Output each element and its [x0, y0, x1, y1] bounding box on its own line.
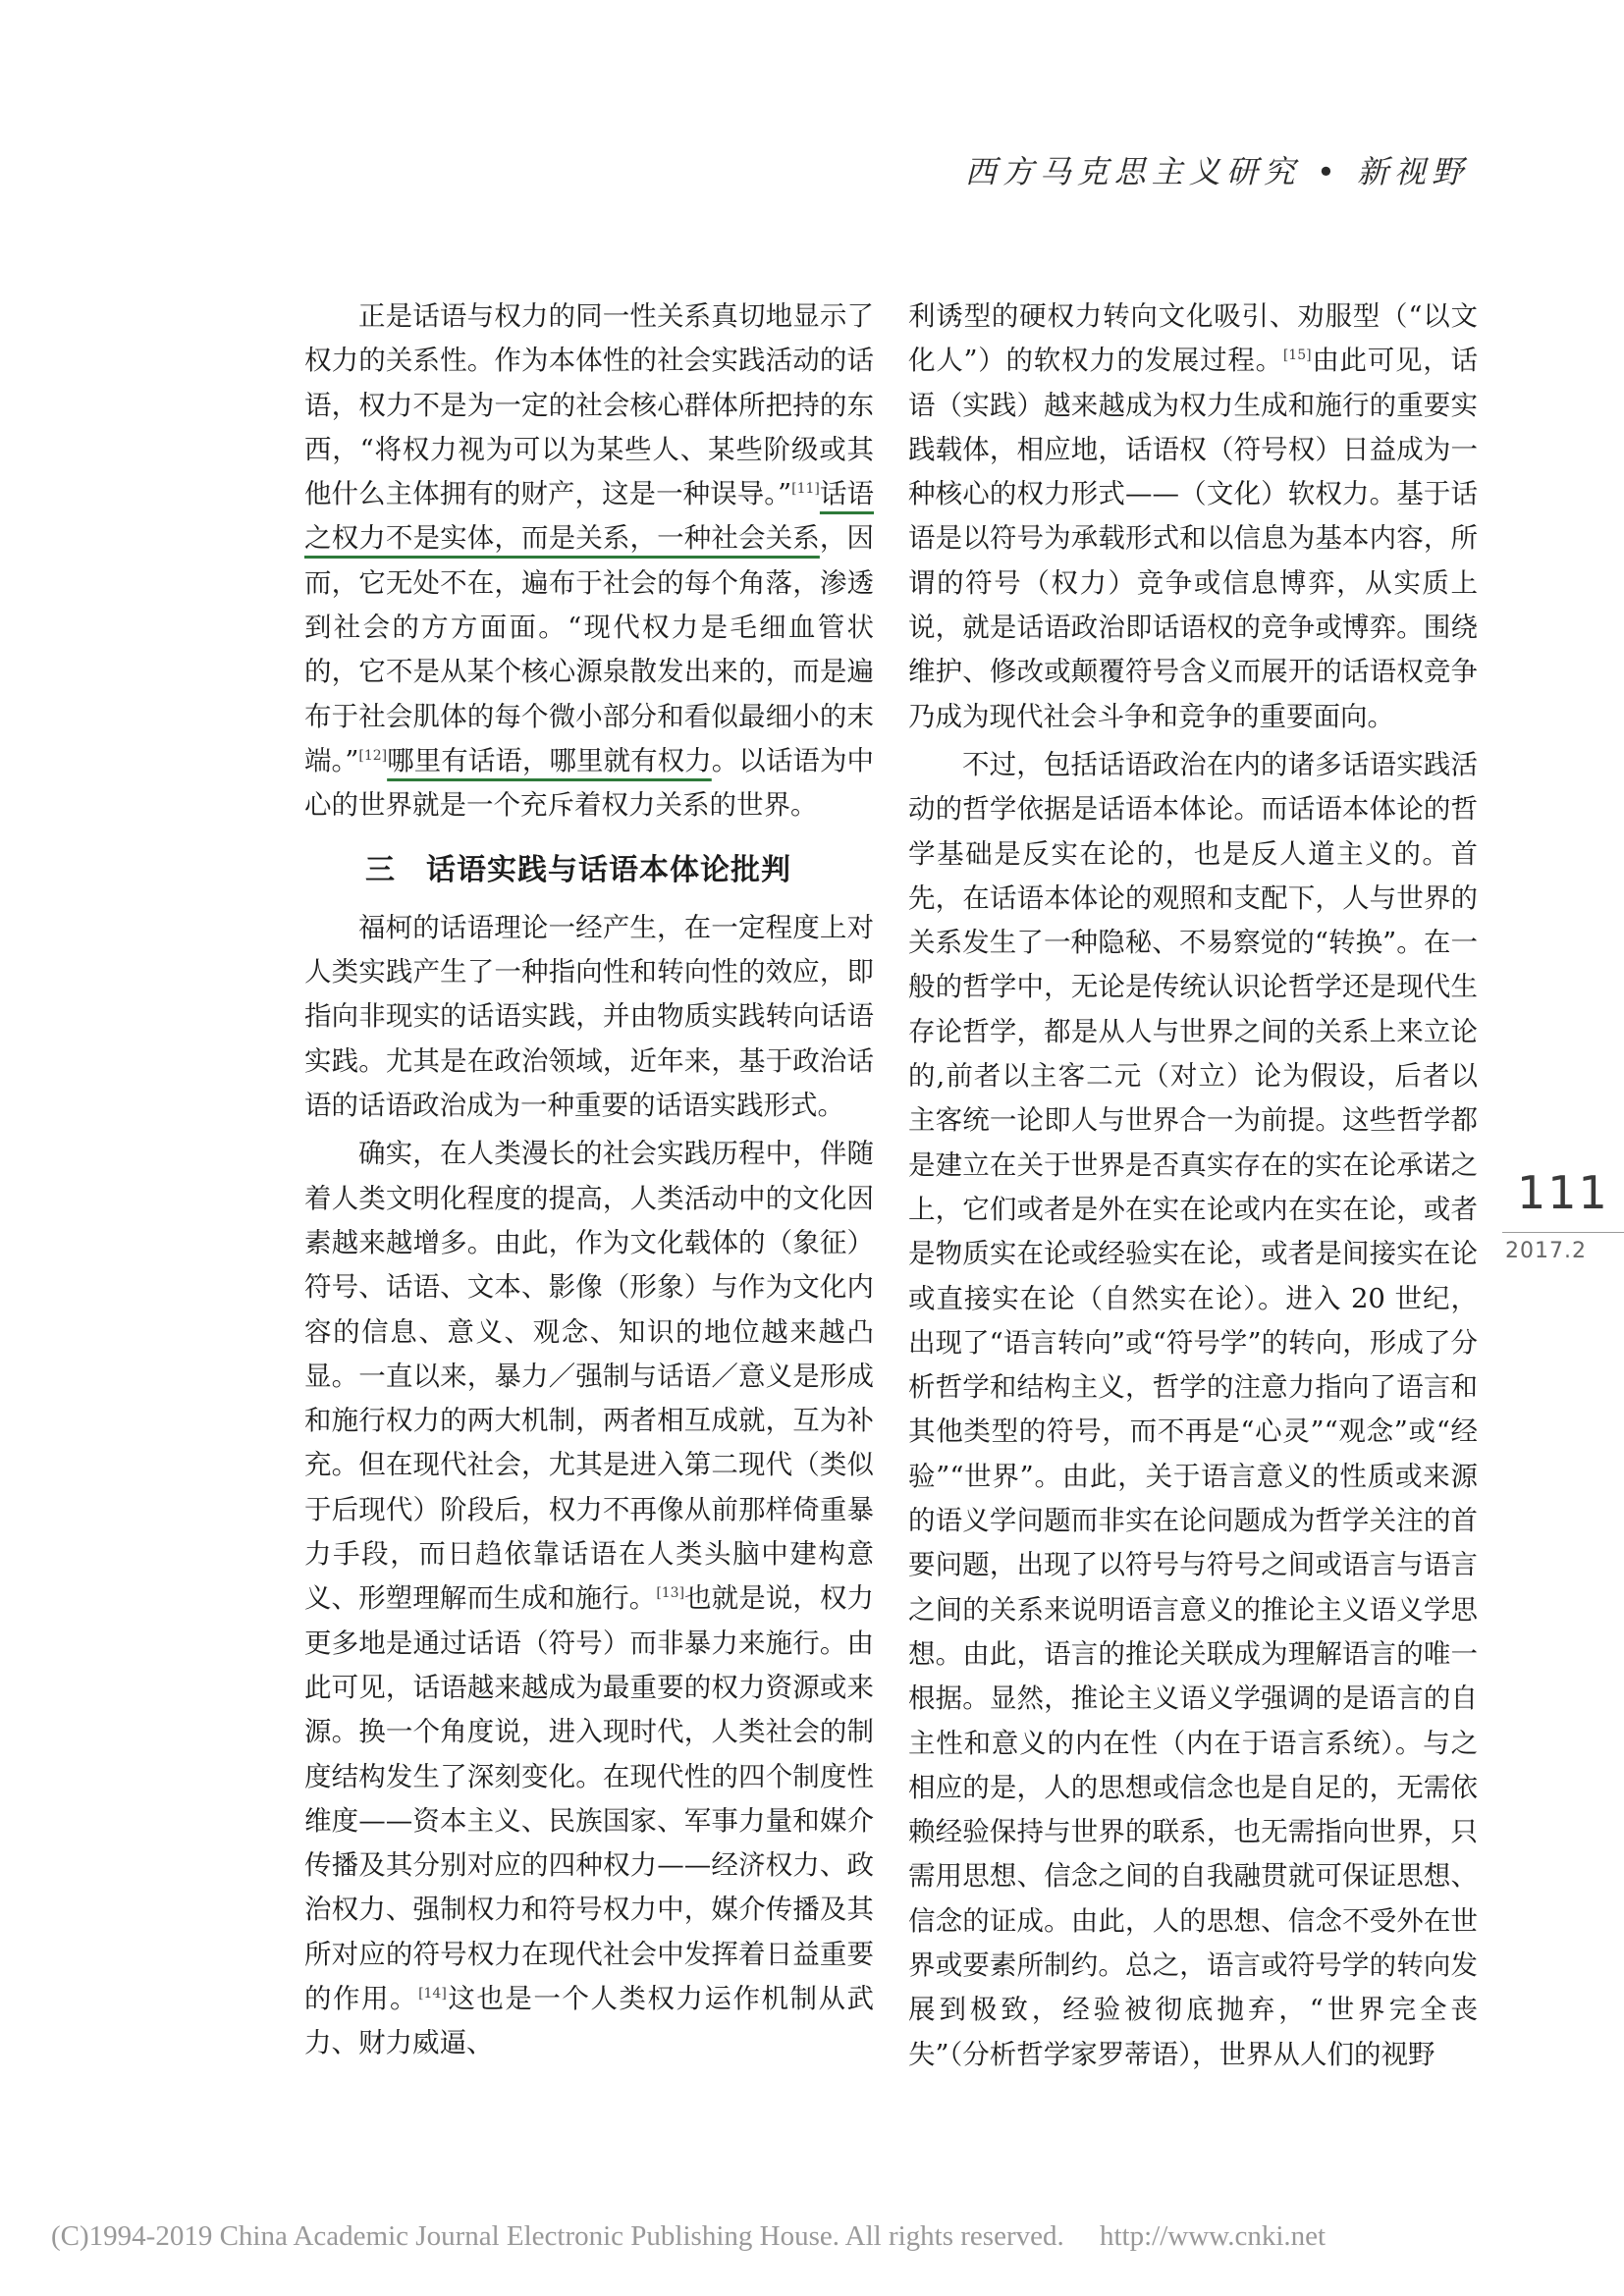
citation-ref[interactable]: [15]	[1282, 347, 1312, 364]
copyright-footer: (C)1994-2019 China Academic Journal Electronic Publishing House. All rights reserved. http://www.cnki.net	[51, 2220, 1326, 2252]
paragraph-2: 福柯的话语理论一经产生，在一定程度上对人类实践产生了一种指向性和转向性的效应，即指向非现实的话语实践，并由物质实践转向话语实践。尤其是在政治领域，近年来，基于政治话语的话语政治成为一种重要的话语实践形式。	[304, 911, 874, 1122]
citation-ref[interactable]: [12]	[358, 747, 388, 764]
issue-label: 2017.2	[1505, 1239, 1587, 1263]
section-heading: 三 话语实践与话语本体论批判	[365, 852, 791, 887]
paragraph-3	[304, 1132, 874, 2065]
paragraph-text: 由此可见，话语（实践）越来越成为权力生成和施行的重要实践载体，相应地，话语权（符号权）日益成为一种核心的权力形式——（文化）软权力。基于话语是以符号为承载形式和以信息为基本内容，所谓的符号（权力）竞争或信息博弈，从实质上说，就是话语政治即话语权的竞争或博弈。围绕维护、修改或颠覆符号含义而展开的话语权竞争乃成为现代社会斗争和竞争的重要面向。	[908, 345, 1478, 732]
paragraph-text: 。以话语为中心的世界就是一个充斥着权力关系的世界。	[304, 744, 874, 822]
citation-ref[interactable]: [14]	[418, 1985, 447, 2002]
paragraph-1	[304, 294, 874, 828]
page-number: 111	[1517, 1166, 1609, 1219]
paragraph-text: 确实，在人类漫长的社会实践历程中，伴随着人类文明化程度的提高，人类活动中的文化因素越来越增多。由此，作为文化载体的（象征）符号、话语、文本、影像（形象）与作为文化内容的信息、意义、观念、知识的地位越来越凸显。一直以来，暴力／强制与话语／意义是形成和施行权力的两大机制，两者相互成就，互为补充。但在现代社会，尤其是进入第二现代（类似于后现代）阶段后，权力不再像从前那样倚重暴力手段，而日趋依靠话语在人类头脑中建构意义、形塑理解而生成和施行。	[304, 1138, 874, 1615]
right-column	[908, 294, 1478, 2081]
citation-ref[interactable]: [13]	[656, 1585, 685, 1602]
paragraph-text: 正是话语与权力的同一性关系真切地显示了权力的关系性。作为本体性的社会实践活动的话语，权力不是为一定的社会核心群体所把持的东西，“将权力视为可以为某些人、某些阶级或其他什么主体拥有的财产，这是一种误导。”	[304, 300, 874, 510]
paragraph-text: ，因而，它无处不在，遍布于社会的每个角落，渗透到社会的方方面面。“现代权力是毛细血管状的，它不是从某个核心源泉散发出来的，而是遍布于社会肌体的每个微小部分和看似最细小的末端。”	[304, 522, 874, 776]
paragraph-text: 利诱型的硬权力转向文化吸引、劝服型（“以文化人”）的软权力的发展过程。	[908, 300, 1478, 377]
paragraph-4: 不过，包括话语政治在内的诸多话语实践活动的哲学依据是话语本体论。而话语本体论的哲学基础是反实在论的，也是反人道主义的。首先，在话语本体论的观照和支配下，人与世界的关系发生了一种隐秘、不易察觉的“转换”。在一般的哲学中，无论是传统认识论哲学还是现代生存论哲学，都是从人与世界之间的关系上来立论的,前者以主客二元（对立）论为假设，后者以主客统一论即人与世界合一为前提。这些哲学都是建立在关于世界是否真实存在的实在论承诺之上，它们或者是外在实在论或内在实在论，或者是物质实在论或经验实在论，或者是间接实在论或直接实在论（自然实在论）。进入 20 世纪，出现了“语言转向”或“符号学”的转向，形成了分析哲学和结构主义，哲学的注意力指向了语言和其他类型的符号，而不再是“心灵”“观念”或“经验”“世界”。由此，关于语言意义的性质或来源的语义学问题而非实在论问题成为哲学关注的首要问题，出现了以符号与符号之间或语言与语言之间的关系来说明语言意义的推论主义语义学思想。由此，语言的推论关联成为理解语言的唯一根据。显然，推论主义语义学强调的是语言的自主性和意义的内在性（内在于语言系统）。与之相应的是，人的思想或信念也是自足的，无需依赖经验保持与世界的联系，也无需指向世界，只需用思想、信念之间的自我融贯就可保证思想、信念的证成。由此，人的思想、信念不受外在世界或要素所制约。总之，语言或符号学的转向发展到极致，经验被彻底抛弃，“世界完全丧失”（分析哲学家罗蒂语），世界从人们的视野	[908, 748, 1478, 2070]
highlight-underline: 话语之权力不是实体，而是关系，一种社会关系	[304, 478, 874, 555]
page-number-rule	[1502, 1232, 1624, 1233]
paragraph-text: 也就是说，权力更多地是通过话语（符号）而非暴力来施行。由此可见，话语越来越成为最重要的权力资源或来源。换一个角度说，进入现时代，人类社会的制度结构发生了深刻变化。在现代性的四个制度性维度——资本主义、民族国家、军事力量和媒介传播及其分别对应的四种权力——经济权力、政治权力、强制权力和符号权力中，媒介传播及其所对应的符号权力在现代社会中发挥着日益重要的作用。	[304, 1582, 874, 2014]
highlight-underline: 哪里有话语，哪里就有权力	[387, 744, 712, 776]
left-column	[304, 294, 874, 2070]
running-header: 西方马克思主义研究 • 新视野	[964, 153, 1469, 190]
paragraph-text: 这也是一个人类权力运作机制从武力、财力威逼、	[304, 1982, 875, 2059]
citation-ref[interactable]: [11]	[791, 481, 820, 498]
paragraph-continued	[908, 294, 1478, 739]
